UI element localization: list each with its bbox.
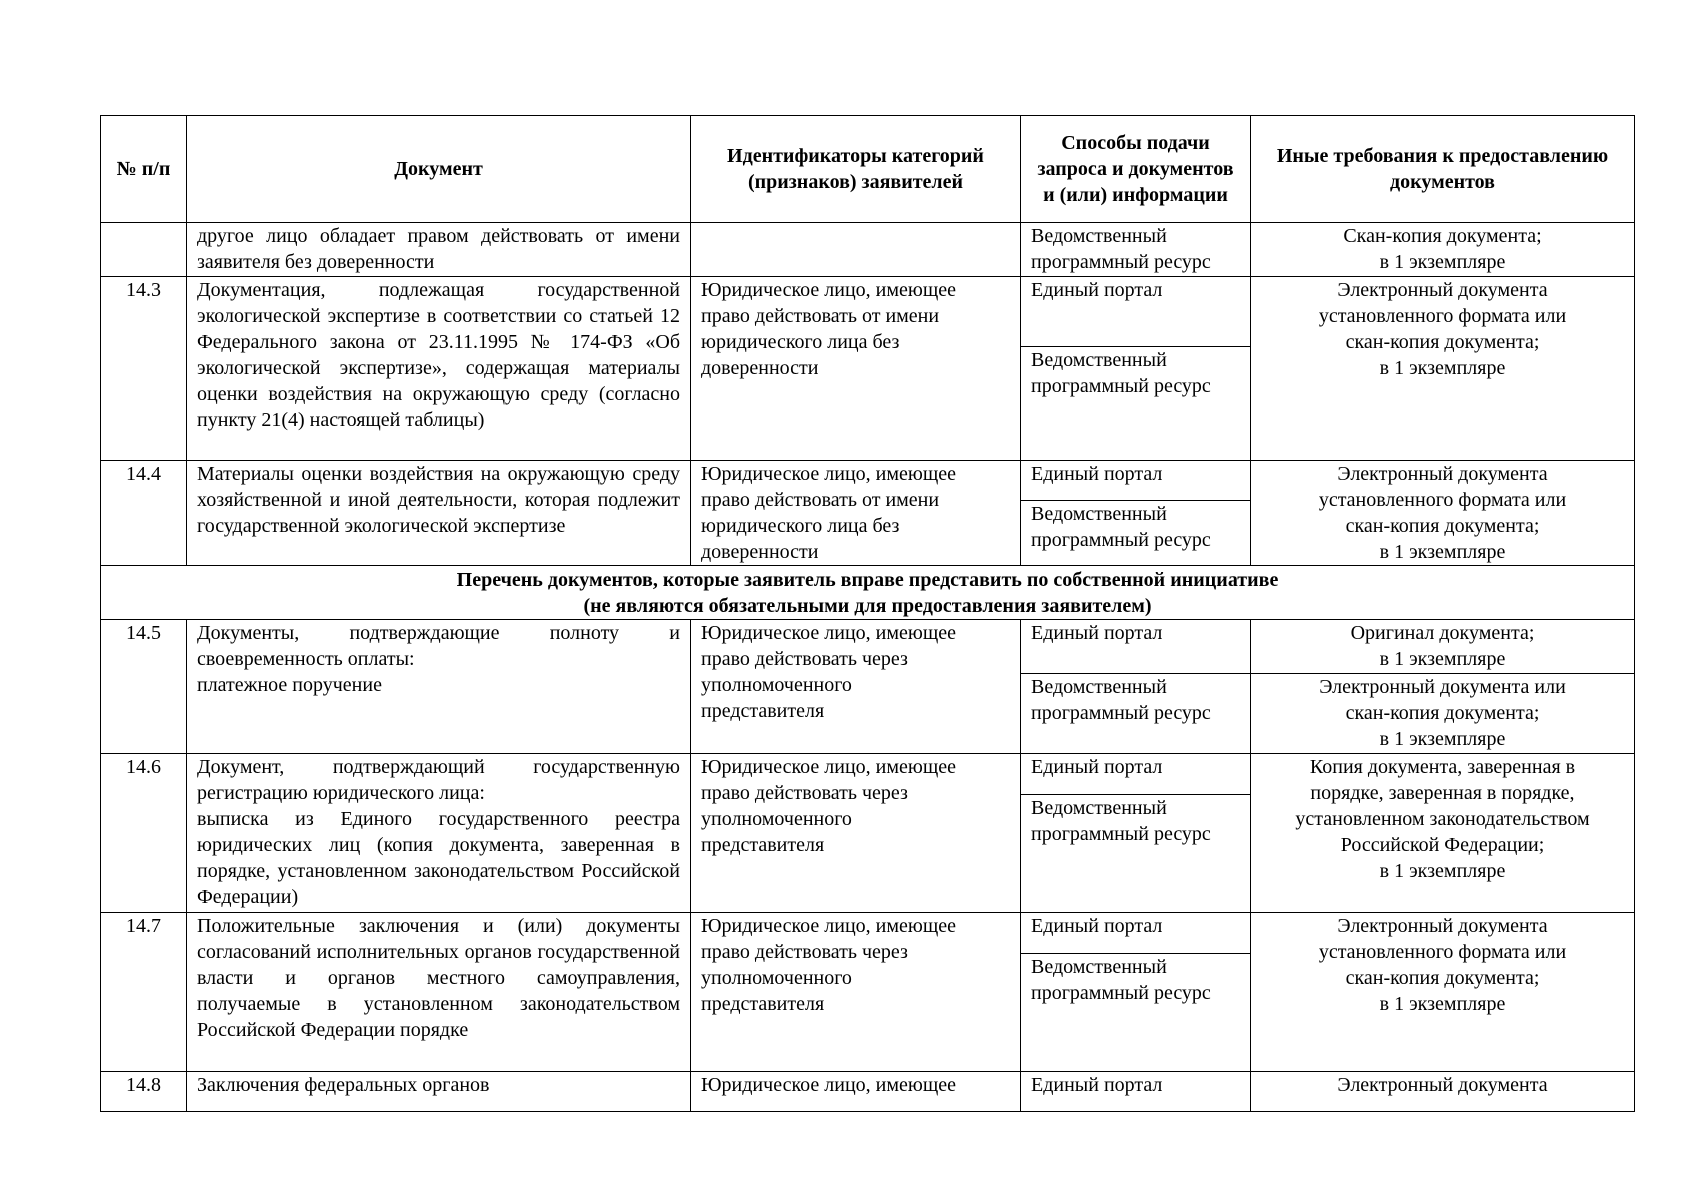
cell-method-portal: Единый портал bbox=[1021, 913, 1251, 954]
header-num: № п/п bbox=[101, 116, 187, 223]
section-row bbox=[101, 566, 1635, 620]
cell-identifier: Юридическое лицо, имеющее право действовать от имени юридического лица без доверенности bbox=[691, 461, 1021, 566]
table-row bbox=[101, 620, 1635, 674]
cell-method-resource: Ведомственный программный ресурс bbox=[1021, 954, 1251, 1072]
cell-requirement: Электронный документа установленного формата или скан-копия документа; в 1 экземпляре bbox=[1251, 913, 1635, 1072]
cell-document: Положительные заключения и (или) документы согласований исполнительных органов государственной власти и органов местного самоуправления, получаемые в установленном законодательством Российской Федерации порядке bbox=[187, 913, 691, 1072]
header-document: Документ bbox=[187, 116, 691, 223]
cell-num: 14.8 bbox=[101, 1072, 187, 1112]
cell-document: Документация, подлежащая государственной экологической экспертизе в соответствии со статьей 12 Федерального закона от 23.11.1995 № 174-ФЗ «Об экологической экспертизе», содержащая материалы оценки воздействия на окружающую среду (согласно пункту 21(4) настоящей таблицы) bbox=[187, 277, 691, 461]
cell-num: 14.5 bbox=[101, 620, 187, 754]
documents-table bbox=[100, 115, 1635, 1112]
cell-num bbox=[101, 223, 187, 277]
cell-requirement: Электронный документа установленного формата или скан-копия документа; в 1 экземпляре bbox=[1251, 277, 1635, 461]
section-title: Перечень документов, которые заявитель вправе представить по собственной инициативе (не являются обязательными для предоставления заявителем) bbox=[101, 566, 1635, 620]
cell-method-resource: Ведомственный программный ресурс bbox=[1021, 347, 1251, 461]
cell-method-resource: Ведомственный программный ресурс bbox=[1021, 501, 1251, 566]
header-methods: Способы подачи запроса и документов и (или) информации bbox=[1021, 116, 1251, 223]
header-row bbox=[101, 116, 1635, 223]
cell-document: Документ, подтверждающий государственную регистрацию юридического лица: выписка из Единого государственного реестра юридических лиц (копия документа, заверенная в порядке, установленном законодательством Российской Федерации) bbox=[187, 754, 691, 913]
cell-method-resource: Ведомственный программный ресурс bbox=[1021, 674, 1251, 754]
table-row bbox=[101, 754, 1635, 795]
table-row bbox=[101, 277, 1635, 347]
cell-method-portal: Единый портал bbox=[1021, 754, 1251, 795]
cell-method-portal: Единый портал bbox=[1021, 620, 1251, 674]
cell-method-portal: Единый портал bbox=[1021, 461, 1251, 501]
cell-requirement: Электронный документа установленного формата или скан-копия документа; в 1 экземпляре bbox=[1251, 461, 1635, 566]
cell-method: Ведомственный программный ресурс bbox=[1021, 223, 1251, 277]
cell-method-resource: Ведомственный программный ресурс bbox=[1021, 795, 1251, 913]
table-row bbox=[101, 913, 1635, 954]
cell-identifier: Юридическое лицо, имеющее bbox=[691, 1072, 1021, 1112]
cell-requirement: Копия документа, заверенная в порядке, заверенная в порядке, установленном законодательством Российской Федерации; в 1 экземпляре bbox=[1251, 754, 1635, 913]
cell-requirement: Электронный документа bbox=[1251, 1072, 1635, 1112]
cell-requirement-portal: Оригинал документа; в 1 экземпляре bbox=[1251, 620, 1635, 674]
cell-num: 14.4 bbox=[101, 461, 187, 566]
table-row-continuation bbox=[101, 223, 1635, 277]
cell-identifier: Юридическое лицо, имеющее право действовать через уполномоченного представителя bbox=[691, 913, 1021, 1072]
header-identifiers: Идентификаторы категорий (признаков) заявителей bbox=[691, 116, 1021, 223]
cell-document: Документы, подтверждающие полноту и своевременность оплаты: платежное поручение bbox=[187, 620, 691, 754]
cell-num: 14.3 bbox=[101, 277, 187, 461]
table-row bbox=[101, 1072, 1635, 1112]
cell-document: Материалы оценки воздействия на окружающую среду хозяйственной и иной деятельности, которая подлежит государственной экологической экспертизе bbox=[187, 461, 691, 566]
cell-identifier bbox=[691, 223, 1021, 277]
cell-method-portal: Единый портал bbox=[1021, 277, 1251, 347]
cell-document: другое лицо обладает правом действовать от имени заявителя без доверенности bbox=[187, 223, 691, 277]
cell-method-portal: Единый портал bbox=[1021, 1072, 1251, 1112]
cell-identifier: Юридическое лицо, имеющее право действовать через уполномоченного представителя bbox=[691, 620, 1021, 754]
cell-identifier: Юридическое лицо, имеющее право действовать от имени юридического лица без доверенности bbox=[691, 277, 1021, 461]
header-requirements: Иные требования к предоставлению документов bbox=[1251, 116, 1635, 223]
cell-requirement: Скан-копия документа; в 1 экземпляре bbox=[1251, 223, 1635, 277]
table-row bbox=[101, 461, 1635, 501]
cell-requirement-resource: Электронный документа или скан-копия документа; в 1 экземпляре bbox=[1251, 674, 1635, 754]
cell-num: 14.6 bbox=[101, 754, 187, 913]
cell-document: Заключения федеральных органов bbox=[187, 1072, 691, 1112]
cell-num: 14.7 bbox=[101, 913, 187, 1072]
cell-identifier: Юридическое лицо, имеющее право действовать через уполномоченного представителя bbox=[691, 754, 1021, 913]
